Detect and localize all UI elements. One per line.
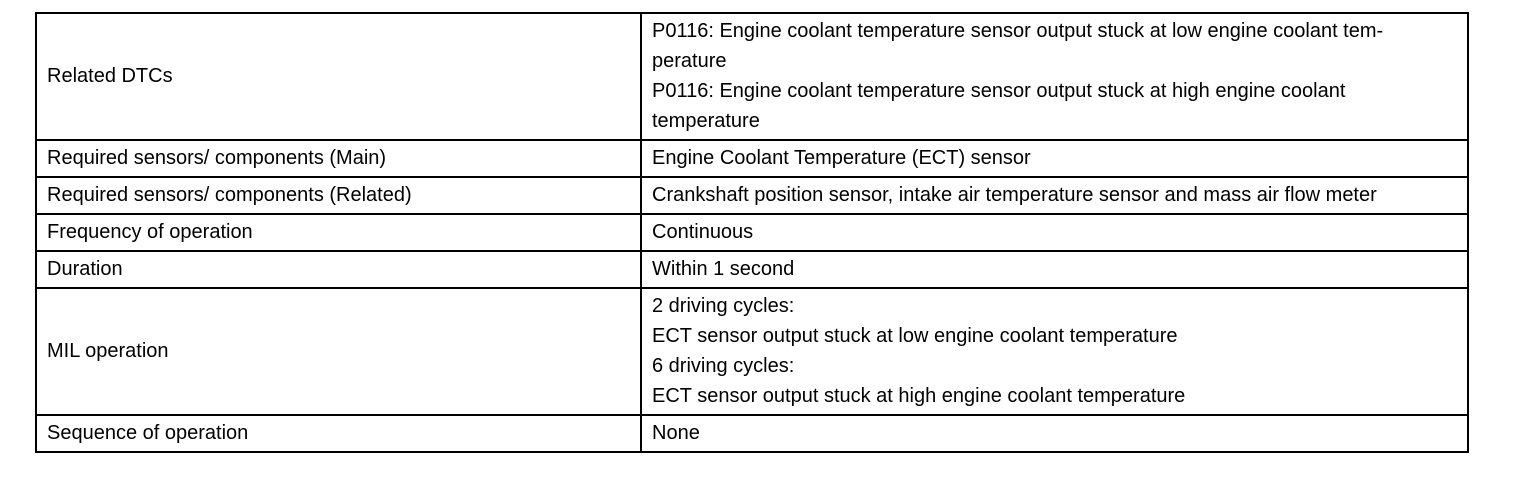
row-value xyxy=(641,140,1468,177)
table-row xyxy=(36,251,1468,288)
value-line: Engine Coolant Temperature (ECT) sensor xyxy=(652,147,1031,169)
row-value xyxy=(641,288,1468,415)
row-label: Required sensors/ components (Related) xyxy=(36,177,641,214)
row-value xyxy=(641,415,1468,452)
table-row xyxy=(36,214,1468,251)
row-value xyxy=(641,214,1468,251)
row-label: Related DTCs xyxy=(36,13,641,140)
value-line: P0116: Engine coolant temperature sensor output stuck at high engine coolant xyxy=(652,80,1346,102)
row-label: Required sensors/ components (Main) xyxy=(36,140,641,177)
value-line: ECT sensor output stuck at high engine coolant temperature xyxy=(652,385,1186,407)
row-label: Frequency of operation xyxy=(36,214,641,251)
monitor-spec-table xyxy=(35,12,1469,453)
table-row xyxy=(36,13,1468,140)
table-row xyxy=(36,177,1468,214)
value-line: Continuous xyxy=(652,221,754,243)
value-line: 2 driving cycles: xyxy=(652,295,795,317)
value-line: P0116: Engine coolant temperature sensor output stuck at low engine coolant tem- xyxy=(652,20,1384,42)
table-row xyxy=(36,140,1468,177)
value-line: Within 1 second xyxy=(652,258,795,280)
value-line: perature xyxy=(652,50,727,72)
table-row xyxy=(36,415,1468,452)
row-label: Sequence of operation xyxy=(36,415,641,452)
row-value xyxy=(641,177,1468,214)
value-line: 6 driving cycles: xyxy=(652,355,795,377)
row-label: MIL operation xyxy=(36,288,641,415)
row-value xyxy=(641,13,1468,140)
value-line: Crankshaft position sensor, intake air temperature sensor and mass air flow meter xyxy=(652,184,1377,206)
table-row xyxy=(36,288,1468,415)
row-value xyxy=(641,251,1468,288)
value-line: temperature xyxy=(652,110,760,132)
value-line: None xyxy=(652,422,700,444)
value-line: ECT sensor output stuck at low engine coolant temperature xyxy=(652,325,1178,347)
row-label: Duration xyxy=(36,251,641,288)
